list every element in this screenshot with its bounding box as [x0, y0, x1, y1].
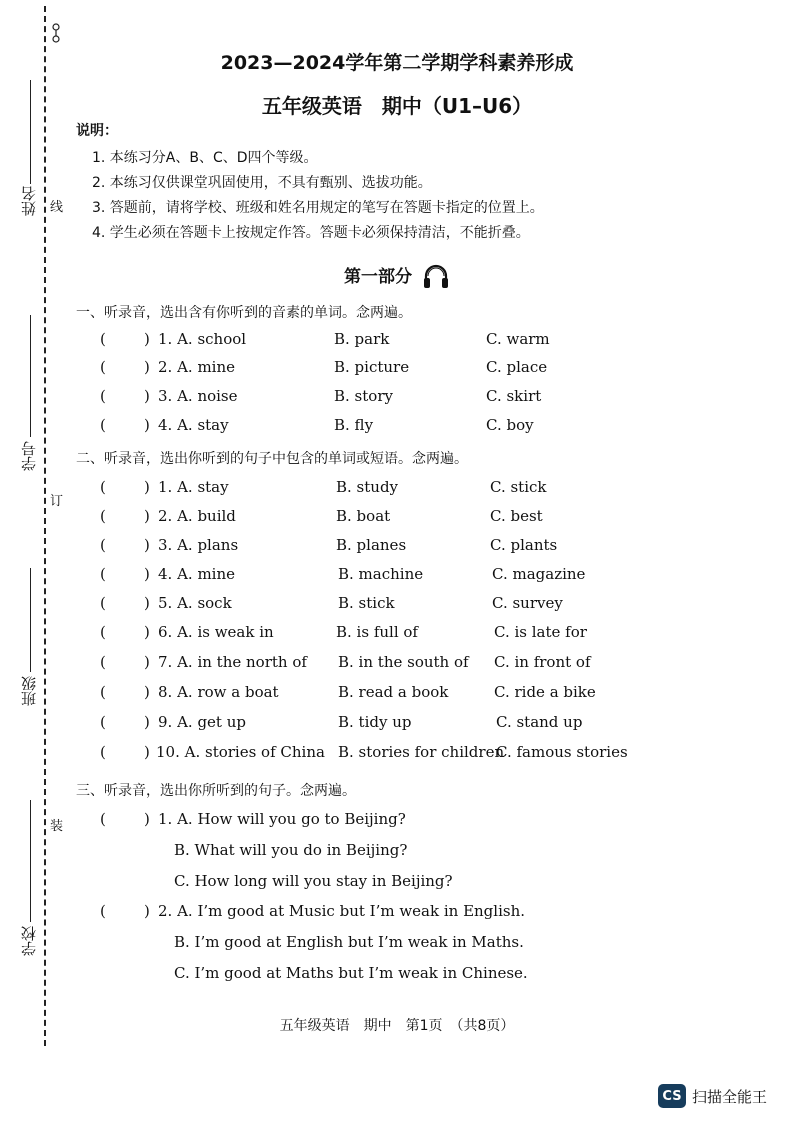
question-row	[0, 507, 794, 529]
question-row	[0, 743, 794, 765]
answer-paren-open[interactable]: (	[100, 416, 106, 434]
option-a: 5. A. sock	[158, 594, 232, 612]
answer-paren-close[interactable]: )	[144, 623, 150, 641]
option-a: 1. A. How will you go to Beijing?	[158, 810, 406, 828]
answer-paren-close[interactable]: )	[144, 416, 150, 434]
answer-paren-close[interactable]: )	[144, 902, 150, 920]
option-c: C. How long will you stay in Beijing?	[174, 872, 453, 890]
answer-paren-close[interactable]: )	[144, 565, 150, 583]
answer-paren-close[interactable]: )	[144, 653, 150, 671]
answer-paren-open[interactable]: (	[100, 536, 106, 554]
answer-paren-open[interactable]: (	[100, 330, 106, 348]
option-c: C. skirt	[486, 387, 542, 405]
note-item: 2. 本练习仅供课堂巩固使用，不具有甄别、选拔功能。	[92, 175, 432, 191]
answer-paren-open[interactable]: (	[100, 623, 106, 641]
answer-paren-open[interactable]: (	[100, 358, 106, 376]
option-a: 1. A. school	[158, 330, 247, 348]
option-line	[0, 872, 794, 894]
option-c: C. place	[486, 358, 548, 376]
answer-paren-open[interactable]: (	[100, 713, 106, 731]
option-b: B. machine	[338, 565, 424, 583]
answer-paren-close[interactable]: )	[144, 387, 150, 405]
answer-paren-close[interactable]: )	[144, 743, 150, 761]
name-label: 姓名	[20, 186, 38, 216]
section2-heading: 二、听录音，选出你听到的句子中包含的单词或短语。念两遍。	[76, 451, 468, 467]
question-row	[0, 565, 794, 587]
option-c: C. famous stories	[496, 743, 628, 761]
camscanner-logo-icon: CS	[658, 1084, 686, 1108]
option-a: 7. A. in the north of	[158, 653, 307, 671]
note-item: 1. 本练习分A、B、C、D四个等级。	[92, 150, 318, 166]
question-row	[0, 330, 794, 352]
option-a: 10. A. stories of China	[156, 743, 325, 761]
answer-paren-open[interactable]: (	[100, 902, 106, 920]
answer-paren-close[interactable]: )	[144, 507, 150, 525]
answer-paren-close[interactable]: )	[144, 683, 150, 701]
option-b: B. boat	[336, 507, 391, 525]
option-a: 8. A. row a boat	[158, 683, 279, 701]
option-b: B. stories for children	[338, 743, 505, 761]
option-c: C. stick	[490, 478, 547, 496]
answer-paren-open[interactable]: (	[100, 387, 106, 405]
question-row	[0, 594, 794, 616]
headphones-icon	[422, 264, 450, 290]
option-c: C. is late for	[494, 623, 587, 641]
note-item: 4. 学生必须在答题卡上按规定作答。答题卡必须保持清洁，不能折叠。	[92, 225, 530, 241]
option-c: C. boy	[486, 416, 534, 434]
option-b: B. park	[334, 330, 390, 348]
question-row	[0, 416, 794, 438]
option-line	[0, 933, 794, 955]
question-row	[0, 358, 794, 380]
class-label: 班级	[20, 676, 38, 706]
watermark-text: 扫描全能王	[692, 1087, 768, 1106]
part-title: 第一部分	[344, 267, 413, 287]
answer-paren-close[interactable]: )	[144, 358, 150, 376]
option-a: 2. A. mine	[158, 358, 236, 376]
option-b: B. I’m good at English but I’m weak in Maths.	[174, 933, 524, 951]
answer-paren-open[interactable]: (	[100, 810, 106, 828]
option-b: B. is full of	[336, 623, 418, 641]
question-row	[0, 713, 794, 735]
option-a: 6. A. is weak in	[158, 623, 274, 641]
option-c: C. ride a bike	[494, 683, 596, 701]
answer-paren-open[interactable]: (	[100, 594, 106, 612]
option-c: C. warm	[486, 330, 550, 348]
option-c: C. stand up	[496, 713, 583, 731]
option-c: C. plants	[490, 536, 558, 554]
section1-heading: 一、听录音，选出含有你听到的音素的单词。念两遍。	[76, 305, 412, 321]
question-row	[0, 683, 794, 705]
question-row	[0, 902, 794, 924]
question-row	[0, 387, 794, 409]
answer-paren-open[interactable]: (	[100, 565, 106, 583]
binding-label-zhuang: 装	[50, 819, 64, 834]
binding-label-line: 线	[50, 200, 64, 215]
option-c: C. survey	[492, 594, 563, 612]
option-b: B. in the south of	[338, 653, 469, 671]
option-a: 3. A. noise	[158, 387, 238, 405]
option-c: C. best	[490, 507, 543, 525]
option-b: B. stick	[338, 594, 395, 612]
option-line	[0, 964, 794, 986]
option-b: B. study	[336, 478, 399, 496]
answer-paren-open[interactable]: (	[100, 743, 106, 761]
question-row	[0, 478, 794, 500]
answer-paren-close[interactable]: )	[144, 713, 150, 731]
option-b: B. story	[334, 387, 393, 405]
option-b: B. planes	[336, 536, 407, 554]
answer-paren-close[interactable]: )	[144, 810, 150, 828]
answer-paren-open[interactable]: (	[100, 683, 106, 701]
option-a: 9. A. get up	[158, 713, 246, 731]
option-b: B. What will you do in Beijing?	[174, 841, 408, 859]
answer-paren-close[interactable]: )	[144, 330, 150, 348]
option-b: B. read a book	[338, 683, 449, 701]
option-a: 4. A. mine	[158, 565, 236, 583]
page-footer: 五年级英语 期中 第1页 （共8页）	[279, 1018, 515, 1034]
question-row	[0, 623, 794, 645]
part-one-heading	[0, 262, 794, 290]
option-a: 2. A. build	[158, 507, 236, 525]
option-b: B. picture	[334, 358, 410, 376]
option-a: 1. A. stay	[158, 478, 229, 496]
answer-paren-close[interactable]: )	[144, 594, 150, 612]
option-c: C. I’m good at Maths but I’m weak in Chinese.	[174, 964, 528, 982]
answer-paren-open[interactable]: (	[100, 507, 106, 525]
option-a: 2. A. I’m good at Music but I’m weak in English.	[158, 902, 526, 920]
scanner-watermark	[658, 1082, 767, 1110]
section3-heading: 三、听录音，选出你所听到的句子。念两遍。	[76, 783, 356, 799]
note-item: 3. 答题前，请将学校、班级和姓名用规定的笔写在答题卡指定的位置上。	[92, 200, 544, 216]
answer-paren-open[interactable]: (	[100, 653, 106, 671]
option-line	[0, 841, 794, 863]
exam-title-line2: 五年级英语 期中（U1–U6）	[261, 94, 533, 118]
option-a: 3. A. plans	[158, 536, 239, 554]
scissor-icon	[50, 22, 62, 47]
question-row	[0, 536, 794, 558]
option-c: C. magazine	[492, 565, 586, 583]
question-row	[0, 653, 794, 675]
exam-title-line1: 2023—2024学年第二学期学科素养形成	[220, 52, 574, 74]
binding-label-ding: 订	[50, 494, 64, 509]
option-b: B. tidy up	[338, 713, 412, 731]
question-row	[0, 810, 794, 832]
number-label: 学号	[20, 441, 38, 471]
option-c: C. in front of	[494, 653, 591, 671]
school-label: 学校	[20, 926, 38, 956]
notes-heading: 说明：	[76, 123, 118, 139]
answer-paren-open[interactable]: (	[100, 478, 106, 496]
option-a: 4. A. stay	[158, 416, 229, 434]
answer-paren-close[interactable]: )	[144, 478, 150, 496]
option-b: B. fly	[334, 416, 374, 434]
answer-paren-close[interactable]: )	[144, 536, 150, 554]
